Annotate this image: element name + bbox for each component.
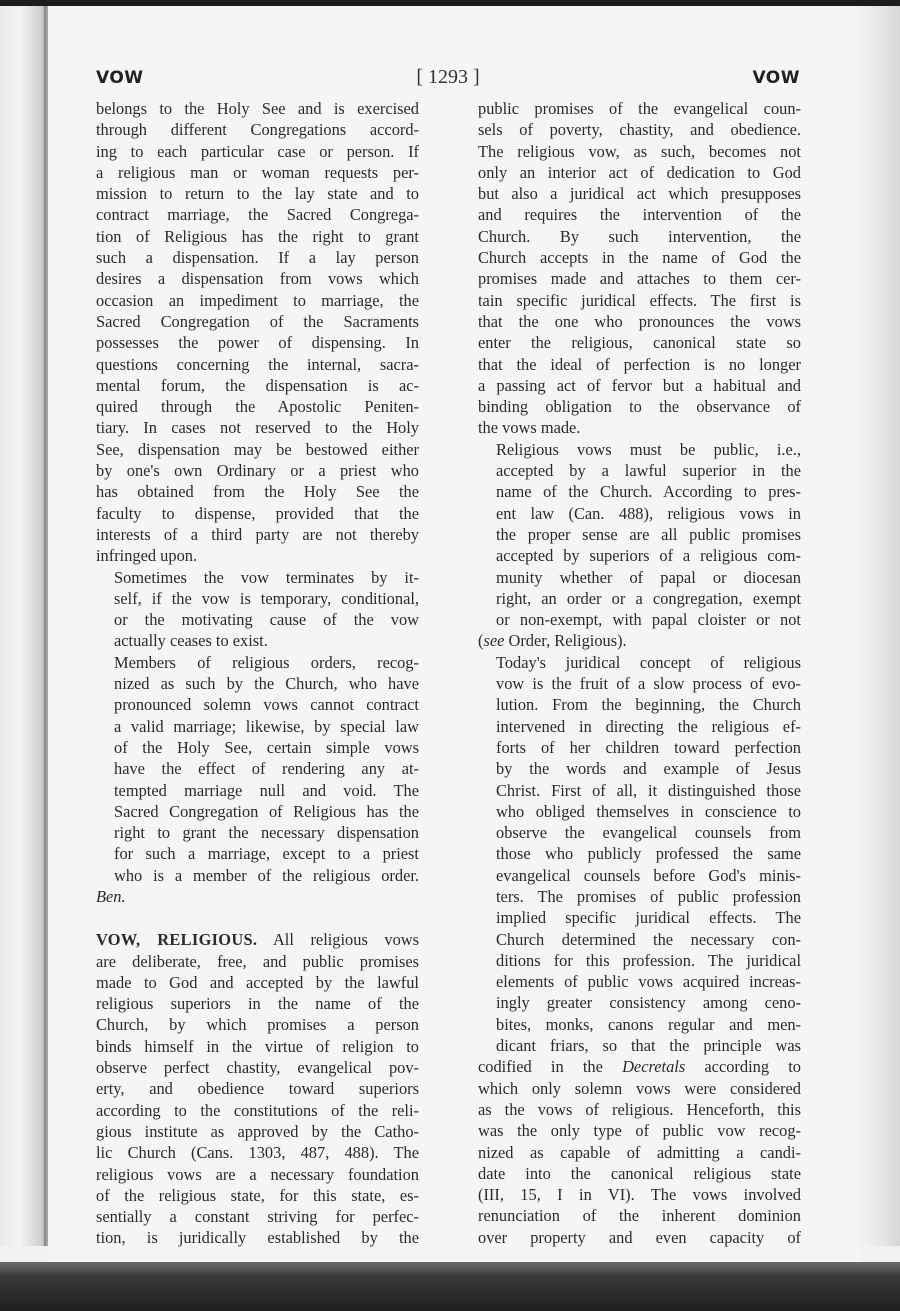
text-line: mental forum, the dispensation is ac- [96,375,419,395]
right-column [478,98,801,1248]
text-line: a passing act of fervor but a habitual and [478,375,801,395]
text-line: was the only type of public vow recog- [478,1121,801,1141]
text-line: desires a dispensation from vows which [96,269,419,289]
text-line: possesses the power of dispensing. In [96,333,419,353]
text-line: infringed upon. [96,546,198,566]
text-line: nized as such by the Church, who have [114,674,419,694]
text-line: a valid marriage; likewise, by special law [114,716,419,736]
entry-headword: VOW, RELIGIOUS. [96,930,258,950]
text-line: right, an order or a congregation, exempt [496,588,801,608]
paragraph [478,439,801,631]
text-line: Religious vows must be public, i.e., [496,439,801,459]
text: codified in the [478,1057,623,1077]
decretals-title: Decretals [622,1057,686,1077]
text-line: the vows made. [478,418,581,438]
text-line: tion, is juridically established by the [96,1228,419,1248]
text-line: evangelical counsels before God's minis- [496,865,801,885]
text-line: binding obligation to the observance of [478,397,801,417]
text-line: those who publicly professed the same [496,844,801,864]
left-column [96,98,419,1249]
text-line: that the one who pronounces the vows [478,311,801,331]
running-head-right: VOW [752,68,800,88]
text-line: quired through the Apostolic Peniten- [96,397,419,417]
text-line: tempted marriage null and void. The [114,780,419,800]
text-line: tain specific juridical effects. The first is [478,290,801,310]
text-line: through different Congregations accord- [96,120,419,140]
text-line: the proper sense are all public promises [496,524,801,544]
text-line: lution. From the beginning, the Church [496,695,801,715]
see-reference: see [483,631,505,651]
text-line: ent law (Can. 488), religious vows in [496,503,801,523]
text-line: Sacred Congregation of Religious has the [114,801,419,821]
text-line: accepted by a lawful superior in the [496,461,801,481]
text-line: tion of Religious has the right to grant [96,226,419,246]
entry-vow-religious [96,929,419,1248]
text-line: interests of a third party are not thereby [96,524,419,544]
text-line: elements of public vows acquired increas- [496,972,801,992]
text-line: which only solemn vows were considered [478,1078,801,1098]
text-line: erty, and obedience toward superiors [96,1079,419,1099]
text-line: religious vows are a necessary foundation [96,1164,419,1184]
text-line: questions concerning the internal, sacra- [96,354,419,374]
text-line: for such a marriage, except to a priest [114,844,419,864]
paragraph-continued [478,1056,801,1248]
text-line: contract marriage, the Sacred Congrega- [96,205,419,225]
text-line: by the words and example of Jesus [496,759,801,779]
text-line: faculty to dispense, provided that the [96,503,419,523]
book-gutter [0,6,48,1246]
text-line: ing to each particular case or person. If [96,141,419,161]
text-line: The religious vow, as such, becomes not [478,141,801,161]
text-line: (III, 15, I in VI). The vows involved [478,1185,801,1205]
text-line: and requires the intervention of the [478,205,801,225]
text-line: that the ideal of perfection is no longer [478,354,801,374]
running-head [96,66,800,90]
text-line: religious superiors in the name of the [96,994,419,1014]
text-line: tiary. In cases not reserved to the Holy [96,418,419,438]
running-head-left: VOW [96,68,144,88]
text-line: of the Holy See, certain simple vows [114,737,419,757]
text-line: name of the Church. According to pres- [496,482,801,502]
text-line: implied specific juridical effects. The [496,908,801,928]
text-line: enter the religious, canonical state so [478,333,801,353]
text: according to [685,1057,801,1077]
text-line: dicant friars, so that the principle was [496,1036,801,1056]
entry-first-line: All religious vows [257,930,419,950]
page-fore-edge [860,6,900,1246]
page-number: [ 1293 ] [416,66,480,88]
text-line: of the religious state, for this state, es- [96,1185,419,1205]
text-line: pronounced solemn vows cannot contract [114,695,419,715]
text-line: Church, by which promises a person [96,1015,419,1035]
text-line: made to God and accepted by the lawful [96,972,419,992]
text-line: Church accepts in the name of God the [478,248,801,268]
cross-reference-target: Order, Religious). [504,631,627,651]
author-signature: Ben. [96,886,126,906]
text-line: according to the constitutions of the reli- [96,1100,419,1120]
paren: ( [478,631,484,651]
text-line: only an interior act of dedication to God [478,162,801,182]
text-line: ingly greater consistency among ceno- [496,993,801,1013]
paragraph [96,98,419,567]
text-line: has obtained from the Holy See the [96,482,419,502]
text-line: Church. By such intervention, the [478,226,801,246]
text-line: over property and even capacity of [478,1227,801,1247]
text-line: promises made and attaches to them cer- [478,269,801,289]
text-line: gious institute as approved by the Catho- [96,1121,419,1141]
paragraph [96,567,419,652]
book-cover-bottom [0,1262,900,1311]
text-line: observe the evangelical counsels from [496,823,801,843]
paragraph [96,652,419,886]
text-line: sentially a constant striving for perfec- [96,1207,419,1227]
text-line: right to grant the necessary dispensation [114,823,419,843]
text-line: actually ceases to exist. [114,631,268,651]
text-line: date into the canonical religious state [478,1163,801,1183]
text-line: occasion an impediment to marriage, the [96,290,419,310]
text-line: Church determined the necessary con- [496,929,801,949]
text-line: sels of poverty, chastity, and obedience. [478,120,801,140]
text-line: Sometimes the vow terminates by it- [114,567,419,587]
text-line: Members of religious orders, recog- [114,652,419,672]
text-line: self, if the vow is temporary, conditional, [114,588,419,608]
text-line: munity whether of papal or diocesan [496,567,801,587]
text-line: Today's juridical concept of religious [496,652,801,672]
text-line: such a dispensation. If a lay person [96,248,419,268]
text-line: binds himself in the virtue of religion to [96,1036,419,1056]
text-line: by one's own Ordinary or a priest who [96,461,419,481]
text-line: public promises of the evangelical coun- [478,99,801,118]
text-line: accepted by superiors of a religious com- [496,546,801,566]
text-line: vow is the fruit of a slow process of evo- [496,674,801,694]
cross-reference-line [478,630,801,651]
text-line: but also a juridical act which presupposes [478,184,801,204]
text-line: bites, monks, canons regular and men- [496,1014,801,1034]
text-line: are deliberate, free, and public promises [96,951,419,971]
text-line: ters. The promises of public profession [496,886,801,906]
text-line: observe perfect chastity, evangelical pov- [96,1058,419,1078]
text-line: or the motivating cause of the vow [114,610,419,630]
text-line: belongs to the Holy See and is exercised [96,99,419,118]
text-line: forts of her children toward perfection [496,737,801,757]
text-line: Sacred Congregation of the Sacraments [96,311,419,331]
text-line: intervened in directing the religious ef- [496,716,801,736]
text-line: who is a member of the religious order. [114,865,419,885]
text-line: lic Church (Cans. 1303, 487, 488). The [96,1143,419,1163]
text-line: or non-exempt, with papal cloister or not [496,610,801,630]
text-line: who obliged themselves in conscience to [496,801,801,821]
paragraph [478,652,801,1057]
text-line: renunciation of the inherent dominion [478,1206,801,1226]
text-line: Christ. First of all, it distinguished those [496,780,801,800]
text-line: nized as capable of admitting a candi- [478,1142,801,1162]
text-line: have the effect of rendering any at- [114,759,419,779]
text-line: as the vows of religious. Henceforth, this [478,1099,801,1119]
text-line: a religious man or woman requests per- [96,162,419,182]
text-line: mission to return to the lay state and to [96,184,419,204]
author-signature-line [96,886,419,907]
paragraph [478,98,801,439]
gutter-fold [44,6,46,1246]
text-line: ditions for this profession. The juridical [496,950,801,970]
text-line: See, dispensation may be bestowed either [96,439,419,459]
